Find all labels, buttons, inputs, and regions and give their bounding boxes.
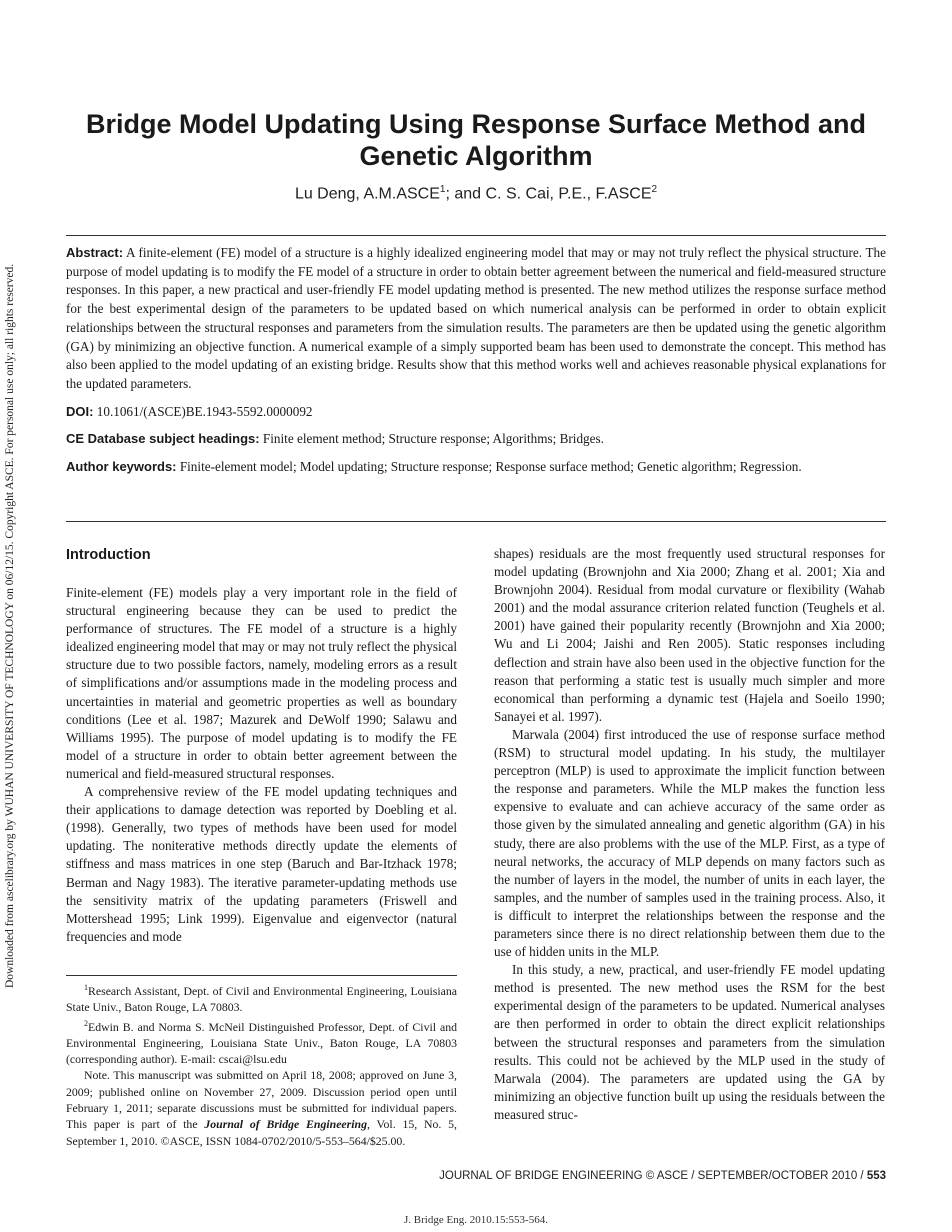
doi-link[interactable]: 10.1061/(ASCE)BE.1943-5592.0000092 — [93, 403, 313, 419]
subject-headings — [66, 430, 886, 449]
journal-running-footer: JOURNAL OF BRIDGE ENGINEERING © ASCE / SEPTEMBER/OCTOBER 2010 / — [439, 1170, 867, 1182]
author-keywords — [66, 458, 886, 477]
abstract-section — [66, 244, 886, 486]
abstract-divider — [66, 521, 886, 522]
journal-name: Journal of Bridge Engineering — [204, 1117, 367, 1132]
author-1: Lu Deng, A.M.ASCE — [294, 185, 440, 203]
doi — [66, 403, 886, 422]
citation-line: J. Bridge Eng. 2010.15:553-564. — [404, 1214, 548, 1226]
footnote-1-mark: 1 — [84, 983, 88, 992]
author-keywords-value: Finite-element model; Model updating; Structure response; Response surface method; Genetic algorithm; Regression. — [176, 459, 802, 475]
footnote-1-text: Research Assistant, Dept. of Civil and Environmental Engineering, Louisiana State Univ., Baton Rouge, LA 70803. — [66, 983, 457, 1015]
body-paragraph: Marwala (2004) first introduced the use of response surface method (RSM) to structural model updating. In his study, the multilayer perceptron (MLP) is used to approximate the implicit function between the response and parameters. While the MLP makes the function less expensive to evaluate and can achieve accuracy of the same order as those given by the simulated annealing and genetic algorithm (GA) in his study, there are also problems with the use of the MLP. First, as a type of neural networks, the accuracy of MLP depends on many factors such as the number of layers in the model, the number of units in each layer, the samples, and the number of samples used in the training process. Also, it is difficult to interpret the relationships between the response and the parameters since there is no direct relationship between them due to the use of hidden units in the MLP. — [494, 726, 885, 960]
page-footer — [439, 1170, 886, 1182]
paper-title: Bridge Model Updating Using Response Surface Method and Genetic Algorithm — [85, 109, 867, 171]
download-side-note — [2, 208, 20, 988]
author-2-affiliation-mark: 2 — [651, 184, 658, 195]
footnotes — [66, 975, 457, 1149]
author-separator: ; and — [445, 185, 486, 203]
submission-note-text: Note. This manuscript was submitted on April 18, 2008; approved on June 3, 2009; published online on November 27, 2009. Discussion period open until February 1, 2011; separate discussions must be submitted for individual papers. This paper is part of the — [66, 1068, 457, 1132]
footnote-2 — [66, 1016, 457, 1068]
page-number: 553 — [866, 1170, 886, 1182]
subject-headings-value: Finite element method; Structure response; Algorithms; Bridges. — [259, 431, 604, 447]
abstract — [66, 244, 886, 394]
author-2: C. S. Cai, P.E., F.ASCE — [485, 185, 652, 203]
submission-note-details: , Vol. 15, No. 5, September 1, 2010. ©ASCE, ISSN 1084-0702/2010/5-553–564/$25.00. — [66, 1117, 457, 1148]
body-paragraph: shapes) residuals are the most frequently used structural responses for model updating (Brownjohn and Xia 2000; Zhang et al. 2001; Xia and Brownjohn 2004). Residual from modal curvature or flexibility (Wahab 2001) and the modal assurance criterion related function (Teughels et al. 2001) have gained their popularity recently (Brownjohn and Xia 2000; Wu and Li 2004; Jaishi and Ren 2005). Static responses including deflection and strain have also been used in the objective function for the reason that performing a static test is usually much simpler and more economical than performing a dynamic test (Hajela and Soeilo 1990; Sanayei et al. 1997). — [494, 546, 885, 724]
footnote-2-text: Edwin B. and Norma S. McNeil Distinguished Professor, Dept. of Civil and Environmental Engineering, Louisiana State Univ., Baton Rouge, LA 70803 (corresponding author). E-mail: cscai@lsu.edu — [66, 1019, 457, 1067]
footnote-2-mark: 2 — [84, 1018, 88, 1028]
abstract-text: A finite-element (FE) model of a structure is a highly idealized engineering model that may or may not truly reflect the physical structure. The purpose of model updating is to modify the FE model of a structure in order to obtain better agreement between the numerical and field-measured structure responses. In this paper, a new practical and user-friendly FE model updating method is presented. The new method utilizes the response surface method for the best experimental design of the parameters to be updated based on which numerical analysis can be performed in order to obtain explicit relationships between the structural responses and parameters from the simulation results. The parameters are then be updated using the genetic algorithm (GA) by minimizing an objective function. A numerical example of a simply supported beam has been used to demonstrate the concept. This method has also been applied to the model updating of an existing bridge. Results show that this method works well and achieves reasonable physical explanations for the updated parameters. — [66, 245, 886, 391]
body-paragraph: In this study, a new, practical, and user-friendly FE model updating method is presented. The new method uses the RSM for the best experimental design of the parameters to be updated. Numerical analyses are then performed in order to obtain the direct explicit relationships between the structural responses and parameters from the simulation results. This could not be achieved by the MLP used in the study of Marwala (2004). The parameters are updated using the GA by minimizing an objective function built up using the residuals between the measured struc- — [494, 962, 885, 1122]
doi-label: DOI: — [66, 403, 94, 419]
body-paragraph: Finite-element (FE) models play a very important role in the field of structural engineering because they can be used to predict the performance of structures. The FE model of a structure is a highly idealized engineering model that may or may not truly reflect the physical structure due to two possible factors, namely, modeling errors as a result of simplifications and/or assumptions made in the modeling process and uncertainties in material and geometric properties as well as boundary conditions (Lee et al. 1987; Mazurek and DeWolf 1990; Salawu and Williams 1995). The purpose of model updating is to modify the FE model of a structure in order to obtain better agreement between the numerical and field-measured structural responses. — [66, 585, 457, 781]
author-keywords-label: Author keywords: — [66, 459, 177, 475]
author-line — [60, 184, 892, 203]
footnote-1 — [66, 980, 457, 1016]
top-divider — [66, 235, 886, 236]
download-notice-text: Downloaded from ascelibrary.org by WUHAN UNIVERSITY OF TECHNOLOGY on 06/12/15. Copyright ASCE. For personal use only; all rights reserved. — [4, 263, 16, 988]
section-heading-introduction: Introduction — [66, 547, 151, 563]
right-column — [494, 545, 885, 1124]
subject-headings-label: CE Database subject headings: — [66, 431, 260, 447]
abstract-label: Abstract: — [66, 245, 124, 260]
author-1-affiliation-mark: 1 — [439, 184, 446, 195]
submission-note — [66, 1067, 457, 1148]
body-paragraph: A comprehensive review of the FE model updating techniques and their applications to damage detection was reported by Doebling et al. (1998). Generally, two types of methods have been used for model updating. The noniterative methods directly update the elements of stiffness and mass matrices in one step (Baruch and Bar-Itzhack 1978; Berman and Nagy 1983). The iterative parameter-updating methods use the sensitivity matrix of the updating parameters (Friswell and Mottershead 1995; Link 1999). Eigenvalue and eigenvector (natural frequencies and mode — [66, 784, 457, 944]
left-column — [66, 546, 457, 946]
